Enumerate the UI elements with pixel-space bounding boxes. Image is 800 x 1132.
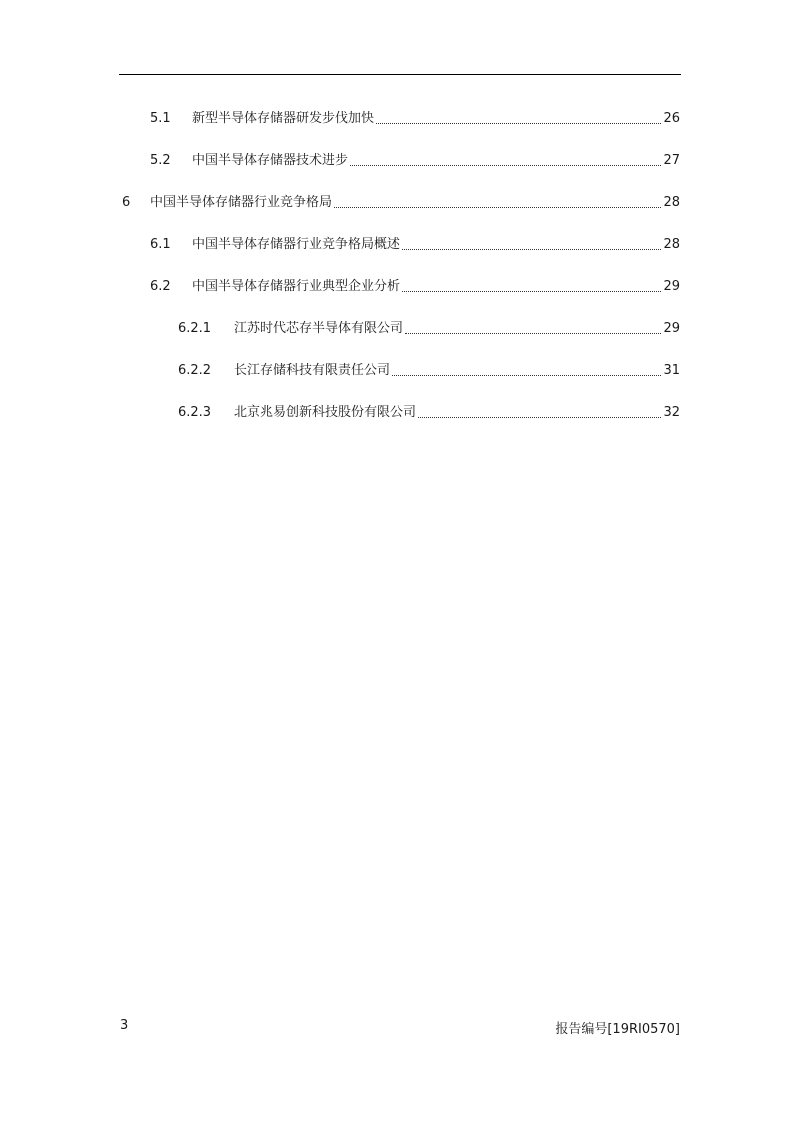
toc-entry-5-2[interactable]: [150, 149, 680, 169]
toc-title: 中国半导体存储器行业竞争格局: [150, 195, 333, 210]
toc-page-number: 31: [663, 363, 680, 378]
toc-page-number: 29: [663, 279, 680, 294]
dot-leader: [402, 249, 661, 250]
toc-page-number: 28: [663, 195, 680, 210]
dot-leader: [418, 417, 661, 418]
toc-entry-6-2-1[interactable]: [178, 317, 680, 337]
toc-title: 长江存储科技有限责任公司: [234, 363, 391, 378]
dot-leader: [402, 291, 661, 292]
toc-page-number: 28: [663, 237, 680, 252]
toc-entry-6-2[interactable]: [150, 275, 680, 295]
toc-number: 6.2.2: [178, 363, 212, 378]
toc-entry-6[interactable]: [122, 191, 680, 211]
toc-title: 中国半导体存储器行业竞争格局概述: [192, 237, 401, 252]
dot-leader: [405, 333, 661, 334]
toc-page-number: 29: [663, 321, 680, 336]
dot-leader: [350, 165, 661, 166]
header-rule: [119, 74, 681, 75]
toc-number: 6: [122, 195, 131, 210]
toc-number: 6.2.3: [178, 405, 212, 420]
toc-entry-6-2-2[interactable]: [178, 359, 680, 379]
toc-title: 中国半导体存储器行业典型企业分析: [192, 279, 401, 294]
toc-number: 6.1: [150, 237, 171, 252]
dot-leader: [392, 375, 661, 376]
toc-entry-5-1[interactable]: [150, 107, 680, 127]
toc-entry-6-1[interactable]: [150, 233, 680, 253]
toc-title: 江苏时代芯存半导体有限公司: [234, 321, 404, 336]
toc-page-number: 32: [663, 405, 680, 420]
toc-title: 中国半导体存储器技术进步: [192, 153, 349, 168]
toc-number: 5.2: [150, 153, 171, 168]
toc-number: 6.2.1: [178, 321, 212, 336]
dot-leader: [376, 123, 661, 124]
toc-page-number: 27: [663, 153, 680, 168]
dot-leader: [334, 207, 661, 208]
toc-title: 新型半导体存储器研发步伐加快: [192, 111, 375, 126]
footer-page-number: 3: [120, 1018, 129, 1033]
toc-number: 5.1: [150, 111, 171, 126]
toc-page-number: 26: [663, 111, 680, 126]
toc-entry-6-2-3[interactable]: [178, 401, 680, 421]
toc-number: 6.2: [150, 279, 171, 294]
footer-report-id: 报告编号[19RI0570]: [555, 1022, 680, 1037]
toc-title: 北京兆易创新科技股份有限公司: [234, 405, 417, 420]
